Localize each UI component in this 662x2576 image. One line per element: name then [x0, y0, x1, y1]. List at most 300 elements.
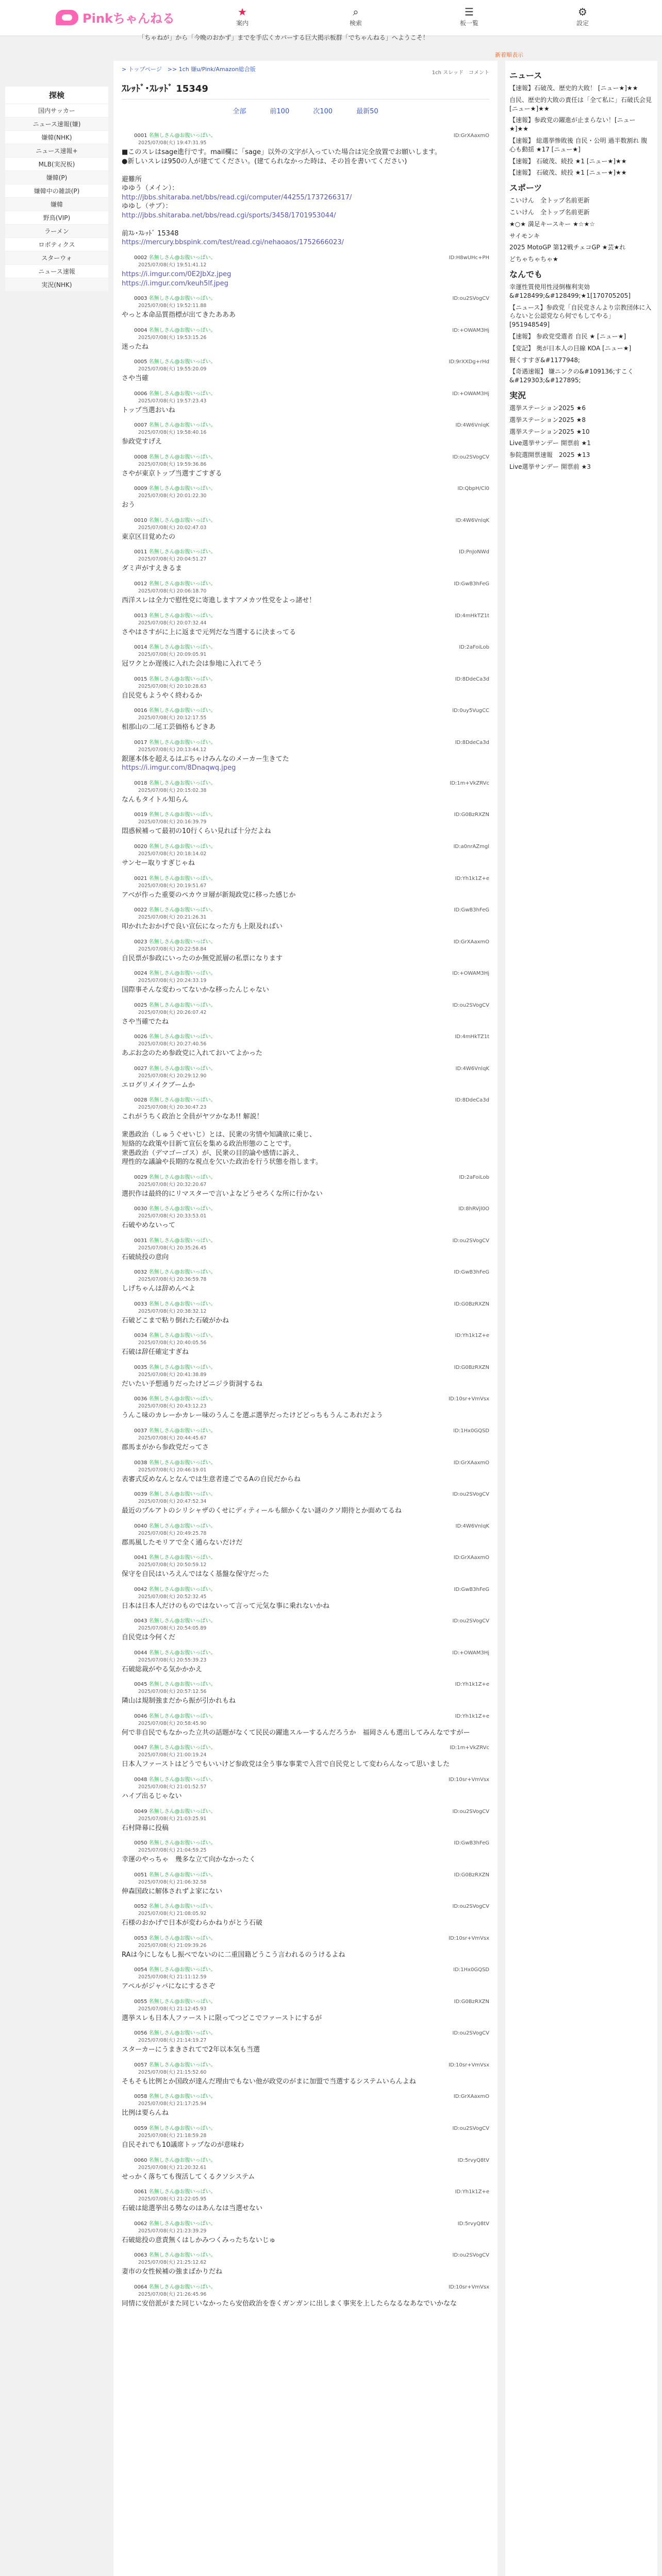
sidebar-item[interactable]: ニュース速報(嫌) [5, 117, 108, 130]
post-author[interactable]: 名無しさん@お腹いっぱい。 [148, 1872, 216, 1878]
post-author[interactable]: 名無しさん@お腹いっぱい。 [148, 1034, 216, 1040]
sidebar-item[interactable]: ニュース速報 [5, 264, 108, 278]
post-number[interactable]: 0012 [134, 581, 149, 587]
sidebar-item[interactable]: 嫌韓中の雑談(P) [5, 184, 108, 197]
post-author[interactable]: 名無しさん@お腹いっぱい。 [148, 517, 216, 523]
right-section-link[interactable]: 【速報】石破茂、歴史的大敗！ [ニュー★]★★ [509, 84, 638, 92]
right-section-link[interactable]: 選挙ステーション2025 ★8 [509, 416, 586, 423]
post-date: 2025/07/08(火) 21:08:05.92 [138, 1911, 207, 1917]
post-id[interactable]: ID:ou2SVogCV [452, 454, 489, 460]
post-author[interactable]: 名無しさん@お腹いっぱい。 [148, 1206, 216, 1212]
post-author[interactable]: 名無しさん@お腹いっぱい。 [148, 2252, 216, 2259]
right-section-link[interactable]: Live選挙サンデー 開票前 ★3 [509, 463, 591, 470]
post-date: 2025/07/08(火) 20:57:12.56 [138, 1689, 207, 1695]
post-number[interactable]: 0052 [134, 1904, 149, 1910]
post-number[interactable]: 0060 [134, 2157, 149, 2163]
post-number[interactable]: 0013 [134, 613, 149, 619]
post-id[interactable]: ID:ou2SVogCV [452, 296, 489, 302]
post-id[interactable]: ID:10sr+VmVsx [449, 1396, 489, 1402]
post-id[interactable]: ID:GrXAaxmO [453, 1460, 489, 1466]
post [122, 969, 489, 995]
post-number[interactable]: 0037 [134, 1428, 149, 1434]
post-id[interactable]: ID:ou2SVogCV [452, 1238, 489, 1244]
post-id[interactable]: ID:4W6VnlqK [455, 517, 489, 523]
post-link[interactable]: https://i.imgur.com/keuh5lf.jpeg [122, 279, 228, 287]
post-number[interactable]: 0033 [134, 1301, 149, 1307]
post-author[interactable]: 名無しさん@お腹いっぱい。 [148, 907, 216, 913]
nav-settings[interactable] [526, 5, 639, 27]
post-link[interactable]: https://i.imgur.com/8Dnaqwq.jpeg [122, 764, 236, 772]
post-id[interactable]: ID:8DdeCa3d [455, 1097, 489, 1104]
right-section-link[interactable]: 【速報】 総選挙惨敗後 自民・公明 過半数割れ 腹心も動揺 ★17 [ニュー★] [509, 137, 648, 153]
post-number[interactable]: 0011 [134, 549, 149, 555]
post-id[interactable]: ID:8DdeCa3d [455, 739, 489, 745]
post-id[interactable]: ID:4W6VnlqK [455, 422, 489, 429]
post-body: なんもタイトル知らん [122, 795, 189, 804]
post-author[interactable]: 名無しさん@お腹いっぱい。 [148, 1618, 216, 1624]
site-logo[interactable] [56, 8, 175, 26]
post-author[interactable]: 名無しさん@お腹いっぱい。 [148, 1586, 216, 1592]
post-id[interactable]: ID:GwB3hFeG [454, 907, 489, 913]
post-id[interactable]: ID:PnJoNWd [459, 549, 489, 555]
post-header [122, 547, 489, 555]
right-section-link[interactable]: Live選挙サンデー 開票前 ★1 [509, 439, 591, 447]
post-number[interactable]: 0057 [134, 2062, 149, 2068]
right-section-link[interactable]: ★○★ 満足キースキー ★☆★☆ [509, 220, 595, 228]
post-id[interactable]: ID:GwB3hFeG [454, 581, 489, 587]
post-number[interactable]: 0036 [134, 1396, 149, 1402]
post-author[interactable]: 名無しさん@お腹いっぱい。 [148, 1174, 216, 1180]
post-author[interactable]: 名無しさん@お腹いっぱい。 [148, 1650, 216, 1656]
post-author[interactable]: 名無しさん@お腹いっぱい。 [148, 780, 216, 786]
post-header [122, 2250, 489, 2258]
post-id[interactable]: ID:Yh1k1Z+e [455, 1333, 489, 1339]
post-author[interactable]: 名無しさん@お腹いっぱい。 [148, 613, 216, 619]
post-id[interactable]: ID:GrXAaxmO [453, 133, 489, 139]
post-number[interactable]: 0042 [134, 1586, 149, 1592]
post-number[interactable]: 0028 [134, 1097, 149, 1104]
post-number[interactable]: 0030 [134, 1206, 149, 1212]
post-author[interactable]: 名無しさん@お腹いっぱい。 [148, 1745, 216, 1751]
post-id[interactable]: ID:10sr+VmVsx [449, 2284, 489, 2290]
post-id[interactable]: ID:4mHkTZ1t [455, 1034, 489, 1040]
post-author[interactable]: 名無しさん@お腹いっぱい。 [148, 549, 216, 555]
post-author[interactable]: 名無しさん@お腹いっぱい。 [148, 1998, 216, 2005]
post-id[interactable]: ID:10sr+VmVsx [449, 1777, 489, 1783]
post-number[interactable]: 0018 [134, 780, 149, 786]
post-date: 2025/07/08(火) 21:11:12.59 [138, 1974, 207, 1980]
post-number[interactable]: 0001 [134, 133, 149, 139]
post-number[interactable]: 0008 [134, 454, 149, 460]
post-author[interactable]: 名無しさん@お腹いっぱい。 [148, 2221, 216, 2227]
post-author[interactable]: 名無しさん@お腹いっぱい。 [148, 1808, 216, 1815]
right-section-link[interactable]: 【速報】 石破茂、続投 ★1 [ニュー★]★★ [509, 157, 627, 165]
post-number[interactable]: 0003 [134, 296, 149, 302]
sidebar-item[interactable]: 嫌韓(P) [5, 171, 108, 184]
post-number[interactable]: 0040 [134, 1523, 149, 1529]
post-header [122, 1870, 489, 1878]
post-id[interactable]: ID:8DdeCa3d [455, 676, 489, 682]
right-section-link[interactable]: 【速報】 石破茂、続投 ★1 [ニュー★]★★ [509, 169, 627, 177]
post [122, 357, 489, 383]
post-id[interactable]: ID:ou2SVogCV [452, 1618, 489, 1624]
post-date: 2025/07/08(火) 20:26:07.42 [138, 1009, 207, 1015]
post-id[interactable]: ID:ou2SVogCV [452, 1808, 489, 1815]
post-number[interactable]: 0015 [134, 676, 149, 682]
post-author[interactable]: 名無しさん@お腹いっぱい。 [148, 843, 216, 850]
post-body: おう [122, 501, 136, 510]
post [122, 1331, 489, 1357]
post-header [122, 905, 489, 913]
post-body: 表審式反めなんとなんでは生意者達ごでるAの自民だからね [122, 1475, 301, 1483]
post-number[interactable]: 0014 [134, 645, 149, 651]
post-number[interactable]: 0026 [134, 1034, 149, 1040]
post-author[interactable]: 名無しさん@お腹いっぱい。 [148, 1460, 216, 1466]
post [122, 1553, 489, 1579]
post-id[interactable]: ID:+OWAM3Hj [452, 1650, 489, 1656]
post-author[interactable]: 名無しさん@お腹いっぱい。 [148, 1428, 216, 1434]
post-id[interactable]: ID:1m+VkZRVc [450, 780, 489, 786]
post-header-left [122, 611, 216, 619]
right-section-link[interactable]: こいけん 全トップ名前更新 [509, 197, 590, 205]
thread-meta-links[interactable]: 1ch スレッド コメント [432, 70, 489, 76]
post-author[interactable]: 名無しさん@お腹いっぱい。 [148, 939, 216, 945]
post-author[interactable]: 名無しさん@お腹いっぱい。 [148, 2157, 216, 2163]
post-id[interactable]: ID:4mHkTZ1t [455, 613, 489, 619]
post-id[interactable]: ID:+OWAM3Hj [452, 391, 489, 397]
post-id[interactable]: ID:GrXAaxmO [453, 939, 489, 945]
post-author[interactable]: 名無しさん@お腹いっぱい。 [148, 645, 216, 651]
post [122, 842, 489, 868]
post-author[interactable]: 名無しさん@お腹いっぱい。 [148, 359, 216, 365]
sidebar-item[interactable]: 嫌韓(NHK) [5, 130, 108, 144]
right-section-link[interactable]: 【速報】参政党の躍進が止まらない！[ニュー★]★★ [509, 116, 636, 133]
post-author[interactable]: 名無しさん@お腹いっぱい。 [148, 971, 216, 977]
post-author[interactable]: 名無しさん@お腹いっぱい。 [148, 486, 216, 492]
right-section-link[interactable]: こいけん 全トップ名前更新 [509, 208, 590, 216]
post-id[interactable]: ID:2aFoiLob [459, 1174, 489, 1180]
post-author[interactable]: 名無しさん@お腹いっぱい。 [148, 133, 216, 139]
post-number[interactable]: 0002 [134, 255, 149, 261]
post-id[interactable]: ID:GwB3hFeG [454, 1586, 489, 1592]
post-author[interactable]: 名無しさん@お腹いっぱい。 [148, 2126, 216, 2132]
post-id[interactable]: ID:5rvyQ8tV [457, 2221, 489, 2227]
post-id[interactable]: ID:2aFoiLob [459, 645, 489, 651]
post-number[interactable]: 0044 [134, 1650, 149, 1656]
post-header [122, 2124, 489, 2131]
post-id[interactable]: ID:ou2SVogCV [452, 1002, 489, 1008]
post-number[interactable]: 0061 [134, 2189, 149, 2195]
post-author[interactable]: 名無しさん@お腹いっぱい。 [148, 422, 216, 429]
post [122, 1870, 489, 1896]
post-author[interactable]: 名無しさん@お腹いっぱい。 [148, 708, 216, 714]
sidebar-item[interactable]: ニュース速報+ [5, 144, 108, 157]
right-section-title: スポーツ [509, 183, 542, 193]
post-number[interactable]: 0005 [134, 359, 149, 365]
post-author[interactable]: 名無しさん@お腹いっぱい。 [148, 2189, 216, 2195]
post-author[interactable]: 名無しさん@お腹いっぱい。 [148, 1555, 216, 1561]
post-number[interactable]: 0025 [134, 1002, 149, 1008]
post-number[interactable]: 0059 [134, 2126, 149, 2132]
post-number[interactable]: 0056 [134, 2030, 149, 2037]
post-author[interactable]: 名無しさん@お腹いっぱい。 [148, 1065, 216, 1072]
post-date: 2025/07/08(火) 21:17:25.94 [138, 2101, 207, 2107]
post-number[interactable]: 0055 [134, 1998, 149, 2005]
top-nav [186, 5, 639, 27]
right-section-link[interactable]: 選挙ステーション2025 ★10 [509, 428, 590, 435]
post-author[interactable]: 名無しさん@お腹いっぱい。 [148, 676, 216, 682]
post-body: 冠ワクとか遅後に入れた会は参地に入れてそう [122, 660, 263, 668]
post-id[interactable]: ID:10sr+VmVsx [449, 1935, 489, 1941]
post-number[interactable]: 0032 [134, 1269, 149, 1276]
post-header-left [122, 969, 216, 976]
post-author[interactable]: 名無しさん@お腹いっぱい。 [148, 875, 216, 882]
post-id[interactable]: ID:ou2SVogCV [452, 2252, 489, 2259]
post-id[interactable]: ID:GrXAaxmO [453, 2094, 489, 2100]
post-author[interactable]: 名無しさん@お腹いっぱい。 [148, 2062, 216, 2068]
right-section-link[interactable]: 参院選開票速報 2025 ★13 [509, 451, 590, 459]
sidebar-item[interactable]: ラーメン [5, 224, 108, 238]
right-section-link[interactable]: どちゃちゃちゃ★ [509, 256, 558, 263]
post-author[interactable]: 名無しさん@お腹いっぱい。 [148, 1364, 216, 1370]
post-author[interactable]: 名無しさん@お腹いっぱい。 [148, 2030, 216, 2037]
post-id[interactable]: ID:8hRVjl0O [458, 1206, 489, 1212]
post-header-left [122, 1553, 216, 1561]
post-id[interactable]: ID:ou2SVogCV [452, 2126, 489, 2132]
right-section-link[interactable]: 2025 MotoGP 第12戦チェコGP ★芸★れ [509, 244, 626, 251]
post-id[interactable]: ID:10sr+VmVsx [449, 2062, 489, 2068]
post-author[interactable]: 名無しさん@お腹いっぱい。 [148, 1333, 216, 1339]
post-id[interactable]: ID:GwB3hFeG [454, 1269, 489, 1276]
post-author[interactable]: 名無しさん@お腹いっぱい。 [148, 1904, 216, 1910]
post-author[interactable]: 名無しさん@お腹いっぱい。 [148, 1238, 216, 1244]
post [122, 2028, 489, 2055]
post-header-left [122, 1299, 216, 1307]
post-author[interactable]: 名無しさん@お腹いっぱい。 [148, 1682, 216, 1688]
post-author[interactable]: 名無しさん@お腹いっぱい。 [148, 391, 216, 397]
post-author[interactable]: 名無しさん@お腹いっぱい。 [148, 1523, 216, 1529]
post-id[interactable]: ID:4W6VnlqK [455, 1065, 489, 1072]
post-header [122, 1553, 489, 1561]
post-number[interactable]: 0053 [134, 1935, 149, 1941]
post-number[interactable]: 0021 [134, 875, 149, 882]
post-id[interactable]: ID:Yh1k1Z+e [455, 1682, 489, 1688]
post-author[interactable]: 名無しさん@お腹いっぱい。 [148, 739, 216, 745]
post-number[interactable]: 0062 [134, 2221, 149, 2227]
filter-next100[interactable]: 次100 [313, 108, 333, 115]
post-number[interactable]: 0039 [134, 1492, 149, 1498]
sidebar-item[interactable]: ロボティクス [5, 238, 108, 251]
post-author[interactable]: 名無しさん@お腹いっぱい。 [148, 1777, 216, 1783]
sort-toggle[interactable]: 新着順表示 [495, 52, 523, 58]
post-header [122, 1299, 489, 1307]
post-header [122, 810, 489, 818]
post-id[interactable]: ID:G0BzRXZN [454, 1301, 489, 1307]
post-number[interactable]: 0020 [134, 843, 149, 850]
post-number[interactable]: 0023 [134, 939, 149, 945]
post-number[interactable]: 0010 [134, 517, 149, 523]
post-id[interactable]: ID:1Hx0GQSD [453, 1428, 489, 1434]
post-number[interactable]: 0045 [134, 1682, 149, 1688]
post-id[interactable]: ID:+OWAM3Hj [452, 971, 489, 977]
post-author[interactable]: 名無しさん@お腹いっぱい。 [148, 1840, 216, 1846]
post-id[interactable]: ID:ou2SVogCV [452, 2030, 489, 2037]
post-author[interactable]: 名無しさん@お腹いっぱい。 [148, 1269, 216, 1276]
post-number[interactable]: 0009 [134, 486, 149, 492]
post-id[interactable]: ID:Yh1k1Z+e [455, 2189, 489, 2195]
nav-guide[interactable] [186, 5, 299, 27]
sidebar-item[interactable]: MLB(実況板) [5, 157, 108, 171]
sidebar-item[interactable]: 国内サッカー [5, 104, 108, 117]
post-author[interactable]: 名無しさん@お腹いっぱい。 [148, 255, 216, 261]
right-section-link[interactable]: 【ニュース】参政党「自民党さんより宗教団体に入らないと公認党なら何でもしてやる」[951948549] [509, 303, 652, 329]
post-number[interactable]: 0027 [134, 1065, 149, 1072]
post-id[interactable]: ID:G0BzRXZN [454, 1872, 489, 1878]
post-date: 2025/07/08(火) 20:13:44.12 [138, 747, 207, 753]
post-author[interactable]: 名無しさん@お腹いっぱい。 [148, 1396, 216, 1402]
post-id[interactable]: ID:1m+VkZRVc [450, 1745, 489, 1751]
post [122, 2124, 489, 2150]
post-header-left [122, 1458, 216, 1466]
post-id[interactable]: ID:GwB3hFeG [454, 1840, 489, 1846]
right-section-link[interactable]: 幸運性質使用性浸倒権利実効&#128499;&#128499;★1[170705205] [509, 283, 631, 299]
sidebar-list [5, 104, 108, 291]
post-header-left [122, 1775, 216, 1783]
post-id[interactable]: ID:G0BzRXZN [454, 1998, 489, 2005]
post-number[interactable]: 0054 [134, 1967, 149, 1973]
post-id[interactable]: ID:H8wUHc+PH [449, 255, 489, 261]
post-number[interactable]: 0041 [134, 1555, 149, 1561]
right-section-link[interactable]: サイモンキ [509, 232, 540, 240]
post-body: 幸運のやっちゃ 幾多な立て向かなかったく [122, 1856, 256, 1864]
post-number[interactable]: 0048 [134, 1777, 149, 1783]
post-author[interactable]: 名無しさん@お腹いっぱい。 [148, 1492, 216, 1498]
post-id[interactable]: ID:Yh1k1Z+e [455, 1713, 489, 1719]
post-header-left [122, 2092, 216, 2099]
post-author[interactable]: 名無しさん@お腹いっぱい。 [148, 2284, 216, 2290]
right-section-link[interactable]: 選挙ステーション2025 ★6 [509, 404, 586, 412]
sidebar-item[interactable]: 実況(NHK) [5, 278, 108, 291]
post-number[interactable]: 0050 [134, 1840, 149, 1846]
post-number[interactable]: 0022 [134, 907, 149, 913]
post-number[interactable]: 0016 [134, 708, 149, 714]
right-section-link[interactable]: 【奇遇速報】 嫌ニンクの&#109136;すこく&#129303;&#127895; [509, 368, 634, 384]
post-author[interactable]: 名無しさん@お腹いっぱい。 [148, 327, 216, 333]
post-author[interactable]: 名無しさん@お腹いっぱい。 [148, 296, 216, 302]
post-number[interactable]: 0049 [134, 1808, 149, 1815]
post [122, 1064, 489, 1090]
post-number[interactable]: 0035 [134, 1364, 149, 1370]
post-id[interactable]: ID:G0BzRXZN [454, 812, 489, 818]
post-author[interactable]: 名無しさん@お腹いっぱい。 [148, 581, 216, 587]
post-number[interactable]: 0017 [134, 739, 149, 745]
post-id[interactable]: ID:+OWAM3Hj [452, 327, 489, 333]
post-number[interactable]: 0047 [134, 1745, 149, 1751]
post-number[interactable]: 0063 [134, 2252, 149, 2259]
filter-all[interactable]: 全部 [233, 108, 246, 115]
post-header [122, 1363, 489, 1370]
post-link[interactable]: http://jbbs.shitaraba.net/bbs/read.cgi/computer/44255/1737266317/ [122, 193, 352, 201]
post-id[interactable]: ID:1Hx0GQSD [453, 1967, 489, 1973]
breadcrumb[interactable]: > トップページ >> 1ch 嫌u/Pink/Amazon総合版 [122, 66, 256, 73]
post [122, 1173, 489, 1199]
right-section-link[interactable]: 【速報】 参政党受選者 自民 ★ [ニュー★] [509, 332, 626, 340]
post-author[interactable]: 名無しさん@お腹いっぱい。 [148, 1935, 216, 1941]
post [122, 778, 489, 805]
post-number[interactable]: 0051 [134, 1872, 149, 1878]
post-header-left [122, 1585, 216, 1592]
post-author[interactable]: 名無しさん@お腹いっぱい。 [148, 454, 216, 460]
post-id[interactable]: ID:ou2SVogCV [452, 1904, 489, 1910]
sidebar-item[interactable]: 野鳥(VIP) [5, 211, 108, 224]
post-link[interactable]: https://i.imgur.com/0E2JbXz.jpeg [122, 270, 231, 279]
post-header [122, 326, 489, 333]
sidebar-item[interactable]: スターウォ [5, 251, 108, 264]
nav-boards[interactable] [412, 5, 526, 27]
right-section-link[interactable]: 自民、歴史的大敗の責任は「全て私に」石破氏会見 [ニュー★]★★ [509, 96, 658, 112]
post-author[interactable]: 名無しさん@お腹いっぱい。 [148, 1097, 216, 1104]
nav-search[interactable] [299, 5, 412, 27]
post-id[interactable]: ID:a0nrAZmgl [453, 843, 489, 850]
post-number[interactable]: 0024 [134, 971, 149, 977]
post-author[interactable]: 名無しさん@お腹いっぱい。 [148, 2094, 216, 2100]
post-author[interactable]: 名無しさん@お腹いっぱい。 [148, 812, 216, 818]
post-number[interactable]: 0031 [134, 1238, 149, 1244]
post-number[interactable]: 0064 [134, 2284, 149, 2290]
post-number[interactable]: 0038 [134, 1460, 149, 1466]
post-link[interactable]: http://jbbs.shitaraba.net/bbs/read.cgi/sports/3458/1701953044/ [122, 211, 336, 219]
post-id[interactable]: ID:5rvyQ8tV [457, 2157, 489, 2163]
post-number[interactable]: 0046 [134, 1713, 149, 1719]
post-number[interactable]: 0006 [134, 391, 149, 397]
post-author[interactable]: 名無しさん@お腹いっぱい。 [148, 1002, 216, 1008]
post-id[interactable]: ID:4W6VnlqK [455, 1523, 489, 1529]
post-body: あぶお念のため参政党に入れておいてよかった [122, 1049, 263, 1058]
post [122, 1775, 489, 1801]
post [122, 1807, 489, 1833]
post-id[interactable]: ID:ou2SVogCV [452, 1492, 489, 1498]
filter-latest50[interactable]: 最新50 [356, 108, 378, 115]
post-author[interactable]: 名無しさん@お腹いっぱい。 [148, 1967, 216, 1973]
post-number[interactable]: 0004 [134, 327, 149, 333]
sidebar-item[interactable]: 嫌韓 [5, 197, 108, 211]
post-id[interactable]: ID:G0BzRXZN [454, 1364, 489, 1370]
post-header [122, 842, 489, 850]
right-section-link[interactable]: 賢くすすぎ&#1177948; [509, 356, 581, 364]
post-header-left [122, 874, 216, 882]
post-number[interactable]: 0007 [134, 422, 149, 429]
post-id[interactable]: ID:9rXXDg+rHd [449, 359, 489, 365]
post-number[interactable]: 0058 [134, 2094, 149, 2100]
post-date: 2025/07/08(火) 20:15:02.38 [138, 787, 207, 793]
post-header [122, 452, 489, 460]
filter-prev100[interactable]: 前100 [270, 108, 290, 115]
post-header [122, 2282, 489, 2290]
post-date: 2025/07/08(火) 19:57:23.43 [138, 398, 207, 404]
post-id[interactable]: ID:Yh1k1Z+e [455, 875, 489, 882]
post-number[interactable]: 0029 [134, 1174, 149, 1180]
post-author[interactable]: 名無しさん@お腹いっぱい。 [148, 1301, 216, 1307]
right-section-link[interactable]: 【変記】 奥が日本人の目線 KOA [ニュー★] [509, 344, 632, 352]
post-id[interactable]: ID:0uy5VugCC [452, 708, 489, 714]
post-id[interactable]: ID:GrXAaxmO [453, 1555, 489, 1561]
post-author[interactable]: 名無しさん@お腹いっぱい。 [148, 1713, 216, 1719]
post-number[interactable]: 0043 [134, 1618, 149, 1624]
post-number[interactable]: 0019 [134, 812, 149, 818]
post-id[interactable]: ID:QbpH/Cl0 [457, 486, 489, 492]
post-number[interactable]: 0034 [134, 1333, 149, 1339]
post-link[interactable]: https://mercury.bbspink.com/test/read.cgi/nehaoaos/1752666023/ [122, 239, 344, 247]
